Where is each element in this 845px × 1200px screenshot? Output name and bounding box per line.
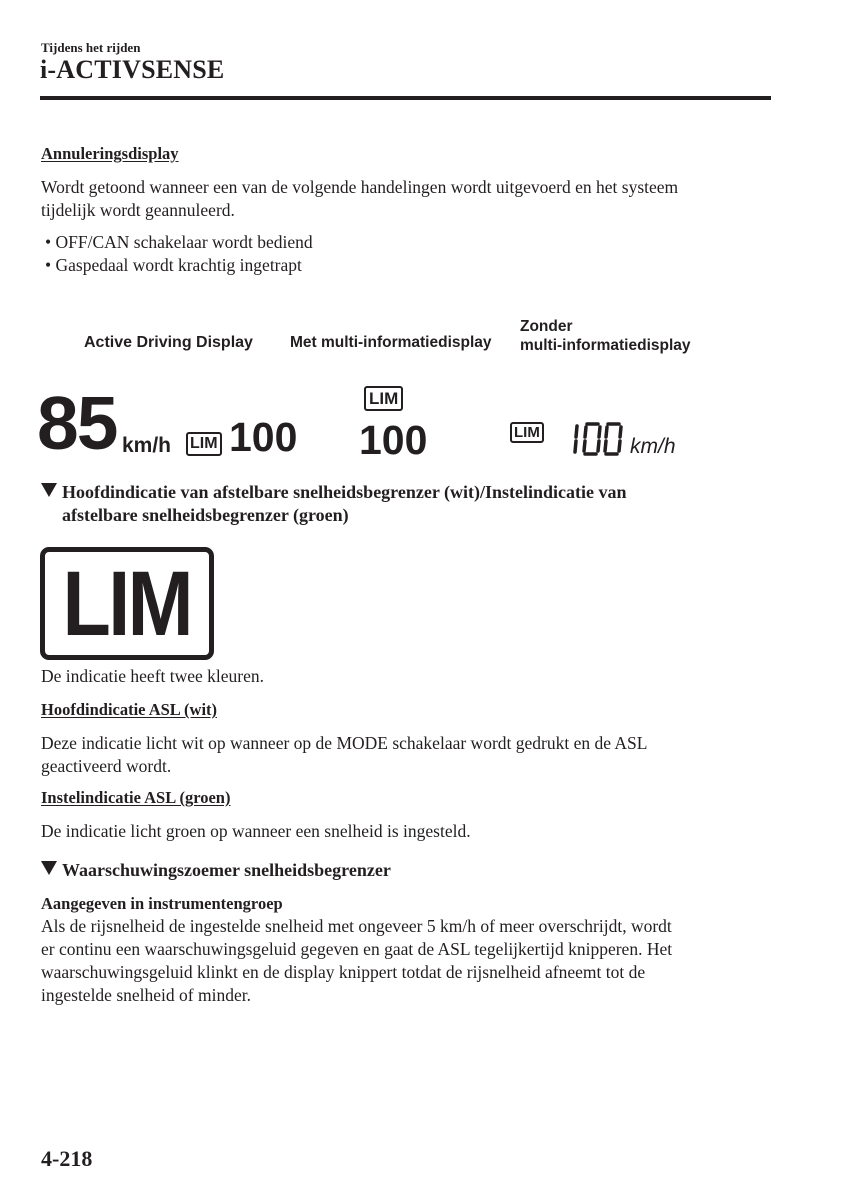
warning-line1: Als de rijsnelheid de ingestelde snelheid met ongeveer 5 km/h of meer overschrijdt, wordt: [41, 916, 672, 936]
cancel-display-text-line1: Wordt getoond wanneer een van de volgende handelingen wordt uitgevoerd en het systeem: [41, 177, 679, 197]
section-label: Tijdens het rijden: [41, 40, 141, 55]
set-indicator-text: De indicatie licht groen op wanneer een snelheid is ingesteld.: [41, 821, 471, 841]
warning-line3: waarschuwingsgeluid klinkt en de display knippert totdat de rijsnelheid afneemt tot de: [41, 962, 646, 982]
warning-line4: ingestelde snelheid of minder.: [41, 985, 251, 1005]
set-indicator-heading: Instelindicatie ASL (groen): [41, 788, 231, 807]
main-indicator-line2: geactiveerd wordt.: [41, 756, 172, 776]
cancel-display-text-line2: tijdelijk wordt geannuleerd.: [41, 200, 235, 220]
indicator-heading-line1: Hoofdindicatie van afstelbare snelheidsbegrenzer (wit)/Instelindicatie van: [41, 481, 627, 504]
triangle-marker-icon: [41, 483, 57, 497]
seg-limit-speed: [567, 420, 631, 460]
header-rule: [40, 96, 771, 100]
warning-heading: Waarschuwingszoemer snelheidsbegrenzer: [41, 859, 391, 882]
bullet-item: [45, 231, 313, 254]
add-speed-unit: km/h: [122, 434, 172, 457]
warning-subheading: Aangegeven in instrumentengroep: [41, 894, 283, 913]
bullet-text: Gaspedaal wordt krachtig ingetrapt: [55, 255, 302, 275]
column-label-zonder-line2: multi-informatiedisplay: [520, 337, 691, 354]
column-label-active-driving-display: Active Driving Display: [84, 334, 253, 351]
column-label-zonder-line1: Zonder: [520, 318, 573, 335]
main-indicator-line1: Deze indicatie licht wit op wanneer op de MODE schakelaar wordt gedrukt en de ASL: [41, 733, 648, 753]
seg-lim-badge: LIM: [510, 422, 544, 443]
triangle-marker-icon: [41, 861, 57, 875]
add-current-speed: 85: [37, 381, 117, 465]
main-indicator-heading: Hoofdindicatie ASL (wit): [41, 700, 218, 719]
page-title: i-ACTIVSENSE: [40, 55, 225, 84]
cancel-display-heading: Annuleringsdisplay: [41, 144, 179, 163]
add-limit-speed: 100: [229, 414, 298, 460]
column-label-met-multi-informatiedisplay: Met multi-informatiedisplay: [290, 334, 492, 351]
lim-indicator-icon: [40, 547, 214, 660]
indicator-heading-line2: afstelbare snelheidsbegrenzer (groen): [62, 505, 349, 525]
bullet-dot: •: [45, 255, 52, 275]
bullet-dot: •: [45, 232, 52, 252]
page-number: 4-218: [41, 1146, 93, 1171]
add-lim-badge: LIM: [186, 432, 222, 456]
bullet-item: [45, 254, 302, 277]
segment-digits-icon: [567, 420, 631, 460]
mid-limit-speed: 100: [359, 417, 428, 463]
bullet-text: OFF/CAN schakelaar wordt bediend: [55, 232, 313, 252]
seg-speed-unit: km/h: [630, 435, 676, 458]
warning-line2: er continu een waarschuwingsgeluid gegeven en gaat de ASL tegelijkertijd knipperen. Het: [41, 939, 673, 959]
lim-indicator-text: LIM: [62, 552, 192, 655]
mid-lim-badge: LIM: [364, 386, 403, 411]
two-colors-text: De indicatie heeft twee kleuren.: [41, 666, 265, 686]
